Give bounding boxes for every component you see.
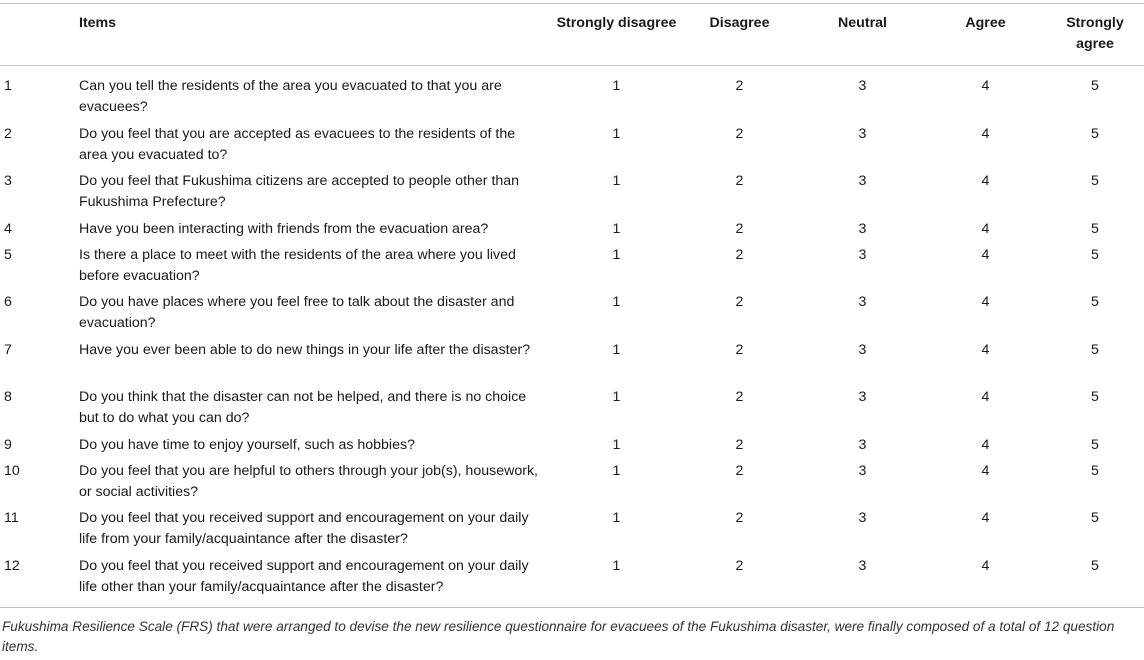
table-row [0,171,1144,219]
value-disagree: 2 [735,125,744,142]
value-strongly-agree: 5 [1091,462,1099,479]
value-disagree: 2 [735,246,744,263]
value-agree: 4 [981,78,990,94]
row-number: 12 [4,557,20,574]
table-row [0,124,1144,172]
header-disagree: Disagree [709,15,770,31]
row-question: Do you feel that Fukushima citizens are accepted to people other than Fukushima Prefecture? [79,173,520,210]
row-number: 9 [4,436,12,453]
value-neutral: 3 [858,510,867,526]
row-question: Do you think that the disaster can not be helped, and there is no choice but to do what you can do? [79,389,527,426]
header-row [0,4,1144,66]
value-strongly-disagree: 1 [612,389,621,405]
table-row [0,435,1144,461]
value-agree: 4 [981,294,990,310]
table-row [0,461,1144,509]
row-number: 3 [4,173,12,189]
value-disagree: 2 [735,78,744,94]
value-strongly-disagree: 1 [612,462,621,479]
value-disagree: 2 [735,341,744,358]
row-number: 5 [4,246,12,263]
table-row [0,219,1144,245]
value-disagree: 2 [735,436,744,453]
value-disagree: 2 [735,462,744,479]
value-neutral: 3 [858,125,867,142]
value-disagree: 2 [735,294,744,310]
row-question: Can you tell the residents of the area you evacuated to that you are evacuees? [79,78,502,115]
value-agree: 4 [981,246,990,263]
value-strongly-agree: 5 [1091,246,1099,263]
value-neutral: 3 [858,341,867,358]
row-question: Have you been interacting with friends from the evacuation area? [79,220,489,237]
value-neutral: 3 [858,436,867,453]
value-neutral: 3 [858,389,867,405]
table-row [0,245,1144,293]
header-strongly-disagree: Strongly disagree [556,15,677,31]
header-neutral: Neutral [838,15,887,31]
table-row [0,66,1144,124]
value-strongly-agree: 5 [1091,557,1099,574]
value-strongly-agree: 5 [1091,510,1099,526]
row-number: 1 [4,78,12,94]
value-strongly-disagree: 1 [612,557,621,574]
table-row [0,556,1144,608]
value-agree: 4 [981,557,990,574]
row-number: 4 [4,220,12,237]
value-neutral: 3 [858,246,867,263]
value-strongly-disagree: 1 [612,246,621,263]
table-row [0,340,1144,388]
value-strongly-agree: 5 [1091,220,1099,237]
header-items: Items [79,15,117,31]
row-number: 2 [4,125,12,142]
table-caption: Fukushima Resilience Scale (FRS) that were arranged to devise the new resilience questionnaire for evacuees of the Fukushima disaster, were finally composed of a total of 12 question items. [2,619,1115,654]
frs-table [0,3,1144,608]
value-disagree: 2 [735,389,744,405]
value-agree: 4 [981,220,990,237]
value-agree: 4 [981,341,990,358]
table-body [0,66,1144,608]
value-agree: 4 [981,462,990,479]
value-neutral: 3 [858,462,867,479]
row-question: Is there a place to meet with the residents of the area where you lived before evacuation? [79,246,516,284]
value-strongly-agree: 5 [1091,78,1099,94]
value-disagree: 2 [735,173,744,189]
value-strongly-disagree: 1 [612,173,621,189]
value-strongly-agree: 5 [1091,389,1099,405]
row-question: Do you have places where you feel free to talk about the disaster and evacuation? [79,294,515,331]
row-question: Do you feel that you received support and encouragement on your daily life other than your family/acquaintance after the disaster? [79,557,529,595]
row-number: 10 [4,462,20,479]
value-strongly-agree: 5 [1091,173,1099,189]
value-strongly-disagree: 1 [612,510,621,526]
value-strongly-disagree: 1 [612,125,621,142]
value-strongly-disagree: 1 [612,341,621,358]
value-strongly-agree: 5 [1091,294,1099,310]
header-strongly-agree: Strongly agree [1066,15,1124,52]
value-strongly-disagree: 1 [612,294,621,310]
row-question: Do you feel that you are accepted as evacuees to the residents of the area you evacuated to? [79,125,516,163]
row-question: Do you feel that you received support and encouragement on your daily life from your family/acquaintance after the disaster? [79,510,529,547]
value-strongly-disagree: 1 [612,220,621,237]
value-strongly-agree: 5 [1091,341,1099,358]
value-agree: 4 [981,389,990,405]
value-neutral: 3 [858,557,867,574]
table-row [0,508,1144,556]
row-number: 7 [4,341,12,358]
header-number [0,4,79,66]
value-agree: 4 [981,436,990,453]
value-neutral: 3 [858,173,867,189]
value-neutral: 3 [858,220,867,237]
value-strongly-agree: 5 [1091,125,1099,142]
value-neutral: 3 [858,78,867,94]
value-agree: 4 [981,125,990,142]
table-row [0,292,1144,340]
row-number: 6 [4,294,12,310]
value-disagree: 2 [735,220,744,237]
header-agree: Agree [965,15,1006,31]
row-number: 8 [4,389,12,405]
value-disagree: 2 [735,510,744,526]
row-question: Have you ever been able to do new things in your life after the disaster? [79,341,531,358]
value-strongly-disagree: 1 [612,78,621,94]
table-row [0,387,1144,435]
row-question: Do you feel that you are helpful to others through your job(s), housework, or social activities? [79,462,538,500]
row-number: 11 [4,510,19,526]
value-disagree: 2 [735,557,744,574]
value-strongly-disagree: 1 [612,436,621,453]
table-header [0,4,1144,66]
value-agree: 4 [981,510,990,526]
row-question: Do you have time to enjoy yourself, such as hobbies? [79,436,415,453]
value-agree: 4 [981,173,990,189]
value-neutral: 3 [858,294,867,310]
value-strongly-agree: 5 [1091,436,1099,453]
